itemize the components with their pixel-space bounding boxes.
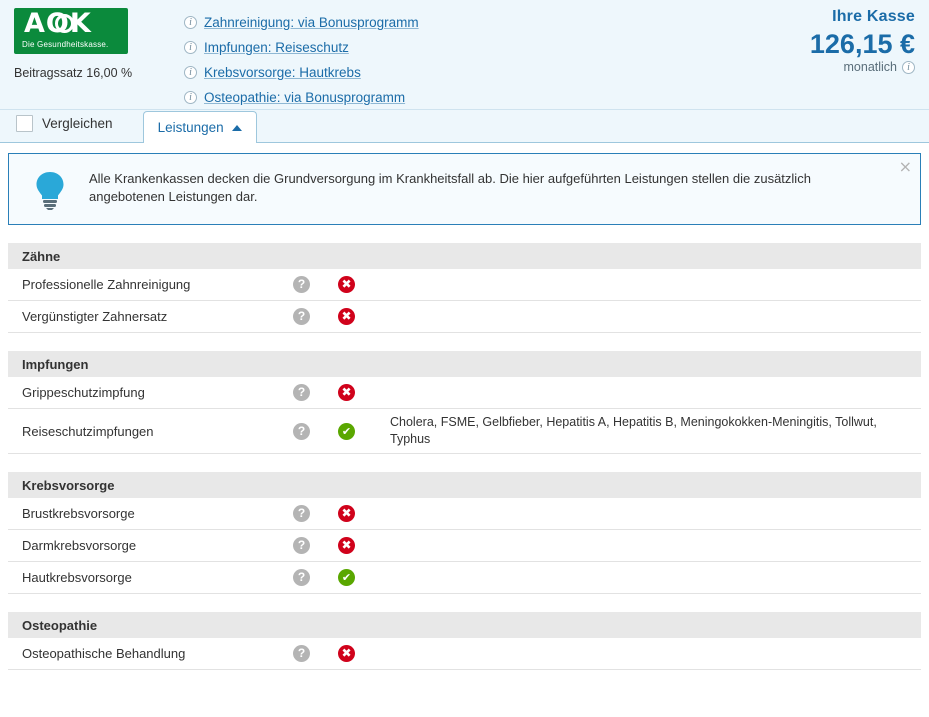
row-label: Osteopathische Behandlung [22,646,186,661]
help-icon[interactable]: ? [293,308,310,325]
benefit-item[interactable] [184,10,714,35]
benefit-label[interactable]: Zahnreinigung: via Bonusprogramm [204,15,419,30]
row-label: Darmkrebsvorsorge [22,538,137,553]
compare-checkbox[interactable] [16,115,33,132]
row-help-cell [293,423,338,440]
table-row [8,530,921,562]
info-icon: i [184,91,197,104]
row-help-cell [293,505,338,522]
table-row [8,269,921,301]
row-label: Grippeschutzimpfung [22,385,145,400]
benefit-label[interactable]: Krebsvorsorge: Hautkrebs [204,65,361,80]
tab-bar [0,110,929,143]
info-icon[interactable]: i [902,61,915,74]
help-icon[interactable]: ? [293,505,310,522]
row-status-cell [338,276,390,293]
row-status-cell [338,384,390,401]
aok-logo-tagline: Die Gesundheitskasse. [22,40,109,49]
row-label: Reiseschutzimpfungen [22,423,154,439]
notice-text: Alle Krankenkassen decken die Grundversorgung im Krankheitsfall ab. Die hier aufgeführten Leistungen stellen die zusätzlich angebotenen Leistungen dar. [89,171,811,204]
table-row [8,409,921,454]
aok-logo-text: AOK [24,8,92,39]
benefit-item[interactable] [184,85,714,110]
row-label: Vergünstigter Zahnersatz [22,309,168,324]
row-label: Professionelle Zahnreinigung [22,277,191,292]
status-badge-no: ✖ [338,308,355,325]
table-row [8,498,921,530]
row-help-cell [293,384,338,401]
section-title: Impfungen [8,351,921,377]
price-period-label: monatlich [843,60,897,74]
tab-leistungen-label: Leistungen [157,120,224,135]
price-period [714,60,915,74]
lightbulb-icon [25,168,75,210]
row-help-cell [293,276,338,293]
row-status-cell [338,423,390,440]
caret-up-icon [232,125,242,131]
benefit-item[interactable] [184,60,714,85]
help-icon[interactable]: ? [293,645,310,662]
row-status-cell [338,537,390,554]
price-title: Ihre Kasse [832,8,915,25]
help-icon[interactable]: ? [293,423,310,440]
row-status-cell [338,505,390,522]
compare-control[interactable] [16,110,113,142]
benefits-list [170,0,714,110]
section-impfungen [8,351,921,454]
section-zaehne [8,243,921,333]
help-icon[interactable]: ? [293,276,310,293]
info-icon: i [184,66,197,79]
table-row [8,301,921,333]
row-help-cell [293,537,338,554]
tab-leistungen[interactable] [143,111,257,143]
status-badge-no: ✖ [338,537,355,554]
benefit-label[interactable]: Impfungen: Reiseschutz [204,40,349,55]
row-status-cell [338,569,390,586]
aok-logo [14,8,128,54]
table-row [8,562,921,594]
beitragssatz-label: Beitragssatz 16,00 % [14,66,133,80]
help-icon[interactable]: ? [293,569,310,586]
help-icon[interactable]: ? [293,537,310,554]
status-badge-yes: ✔ [338,569,355,586]
status-badge-yes: ✔ [338,423,355,440]
table-row [8,377,921,409]
row-help-cell [293,569,338,586]
info-icon: i [184,16,197,29]
row-label: Brustkrebsvorsorge [22,506,135,521]
status-badge-no: ✖ [338,384,355,401]
benefit-label[interactable]: Osteopathie: via Bonusprogramm [204,90,406,105]
close-icon[interactable]: × [898,157,912,176]
price-block [714,0,929,74]
section-title: Krebsvorsorge [8,472,921,498]
section-title: Osteopathie [8,612,921,638]
row-status-cell [338,308,390,325]
compare-label: Vergleichen [42,115,113,131]
info-icon: i [184,41,197,54]
info-notice [8,153,921,225]
aok-logo-ring [55,14,74,33]
status-badge-no: ✖ [338,645,355,662]
status-badge-no: ✖ [338,505,355,522]
row-label: Hautkrebsvorsorge [22,570,132,585]
logo-block [0,0,170,80]
benefit-item[interactable] [184,35,714,60]
help-icon[interactable]: ? [293,384,310,401]
price-value: 126,15 € [809,29,915,59]
section-krebsvorsorge [8,472,921,594]
table-row [8,638,921,670]
row-status-cell [338,645,390,662]
row-help-cell [293,308,338,325]
page-header [0,0,929,110]
row-help-cell [293,645,338,662]
status-badge-no: ✖ [338,276,355,293]
section-osteopathie [8,612,921,670]
section-title: Zähne [8,243,921,269]
main-content [0,143,929,670]
row-detail: Cholera, FSME, Gelbfieber, Hepatitis A, Hepatitis B, Meningokokken-Meningitis, Tollwut, Typhus [390,415,877,446]
